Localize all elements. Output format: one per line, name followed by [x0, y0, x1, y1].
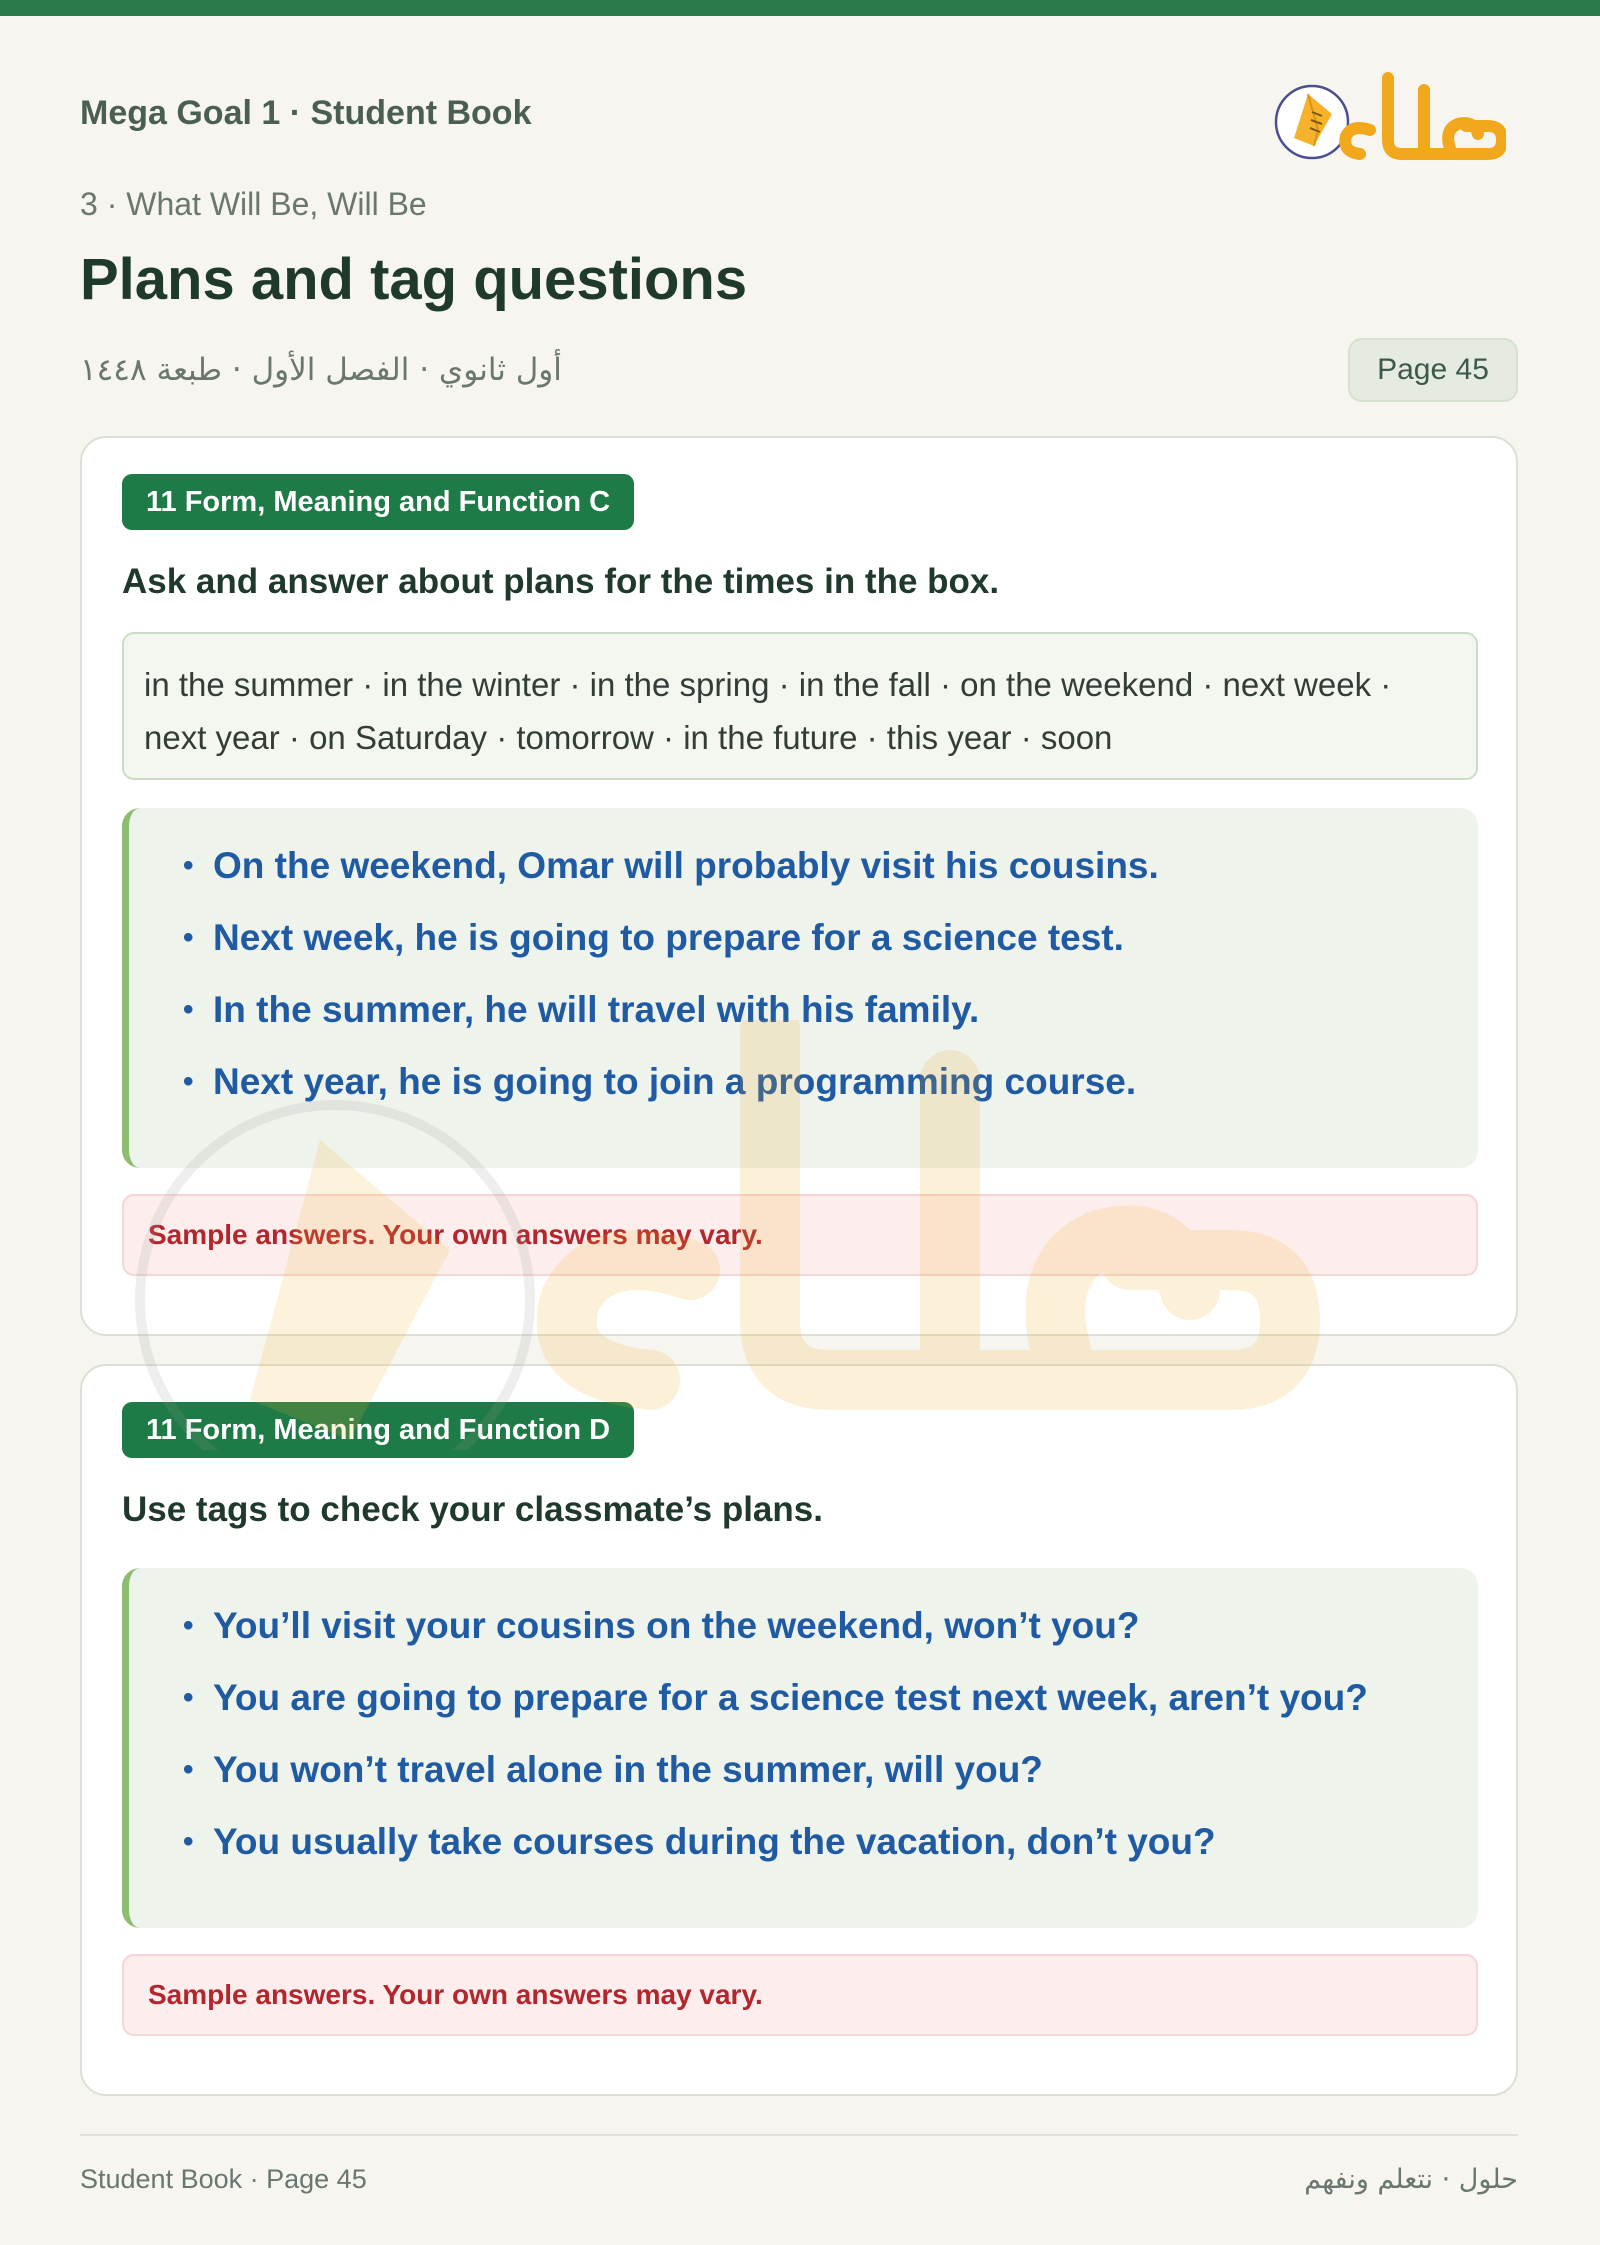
exercise-c-instruction: Ask and answer about plans for the times in the box.: [122, 562, 1000, 601]
top-accent-bar: [0, 0, 1600, 16]
bullet-icon: •: [183, 1753, 194, 1786]
answer-item: • You usually take courses during the vacation, don’t you?: [183, 1806, 1478, 1878]
sample-answers-note: Sample answers. Your own answers may vary.: [122, 1194, 1478, 1276]
bullet-icon: •: [183, 1065, 194, 1098]
exercise-c-card: [80, 436, 1518, 1336]
hulool-logo[interactable]: [1256, 60, 1506, 170]
grade-term-edition: أول ثانوي · الفصل الأول · طبعة ١٤٤٨: [80, 352, 562, 388]
bullet-icon: •: [183, 1681, 194, 1714]
answer-item: • Next year, he is going to join a programming course.: [183, 1046, 1478, 1118]
answer-item: • On the weekend, Omar will probably visit his cousins.: [183, 830, 1478, 902]
footer-divider: [80, 2134, 1518, 2136]
bullet-icon: •: [183, 849, 194, 882]
exercise-c-answers: [122, 808, 1478, 1168]
answer-item: • Next week, he is going to prepare for a science test.: [183, 902, 1478, 974]
page-number-badge: Page 45: [1348, 338, 1518, 402]
sample-answers-note: Sample answers. Your own answers may vary.: [122, 1954, 1478, 2036]
book-title: Mega Goal 1 · Student Book: [80, 94, 532, 132]
unit-label: 3 · What Will Be, Will Be: [80, 186, 427, 222]
answer-item: • You won’t travel alone in the summer, will you?: [183, 1734, 1478, 1806]
exercise-d-answers: [122, 1568, 1478, 1928]
footer-page-label: Student Book · Page 45: [80, 2164, 367, 2194]
bullet-icon: •: [183, 1825, 194, 1858]
page-title: Plans and tag questions: [80, 247, 748, 312]
bullet-icon: •: [183, 1609, 194, 1642]
exercise-d-instruction: Use tags to check your classmate’s plans.: [122, 1490, 823, 1529]
bullet-icon: •: [183, 921, 194, 954]
answer-item: • In the summer, he will travel with his family.: [183, 974, 1478, 1046]
answer-item: • You are going to prepare for a science test next week, aren’t you?: [183, 1662, 1478, 1734]
exercise-c-tag: 11 Form, Meaning and Function C: [122, 474, 634, 530]
footer-brand-tagline: حلول · نتعلم ونفهم: [1304, 2164, 1518, 2195]
exercise-d-tag: 11 Form, Meaning and Function D: [122, 1402, 634, 1458]
bullet-icon: •: [183, 993, 194, 1026]
exercise-d-card: [80, 1364, 1518, 2096]
answer-item: • You’ll visit your cousins on the weekend, won’t you?: [183, 1590, 1478, 1662]
time-expressions-box: in the summer · in the winter · in the spring · in the fall · on the weekend · next week · next year · on Saturday · tomorrow · in the future · this year · soon: [122, 632, 1478, 780]
